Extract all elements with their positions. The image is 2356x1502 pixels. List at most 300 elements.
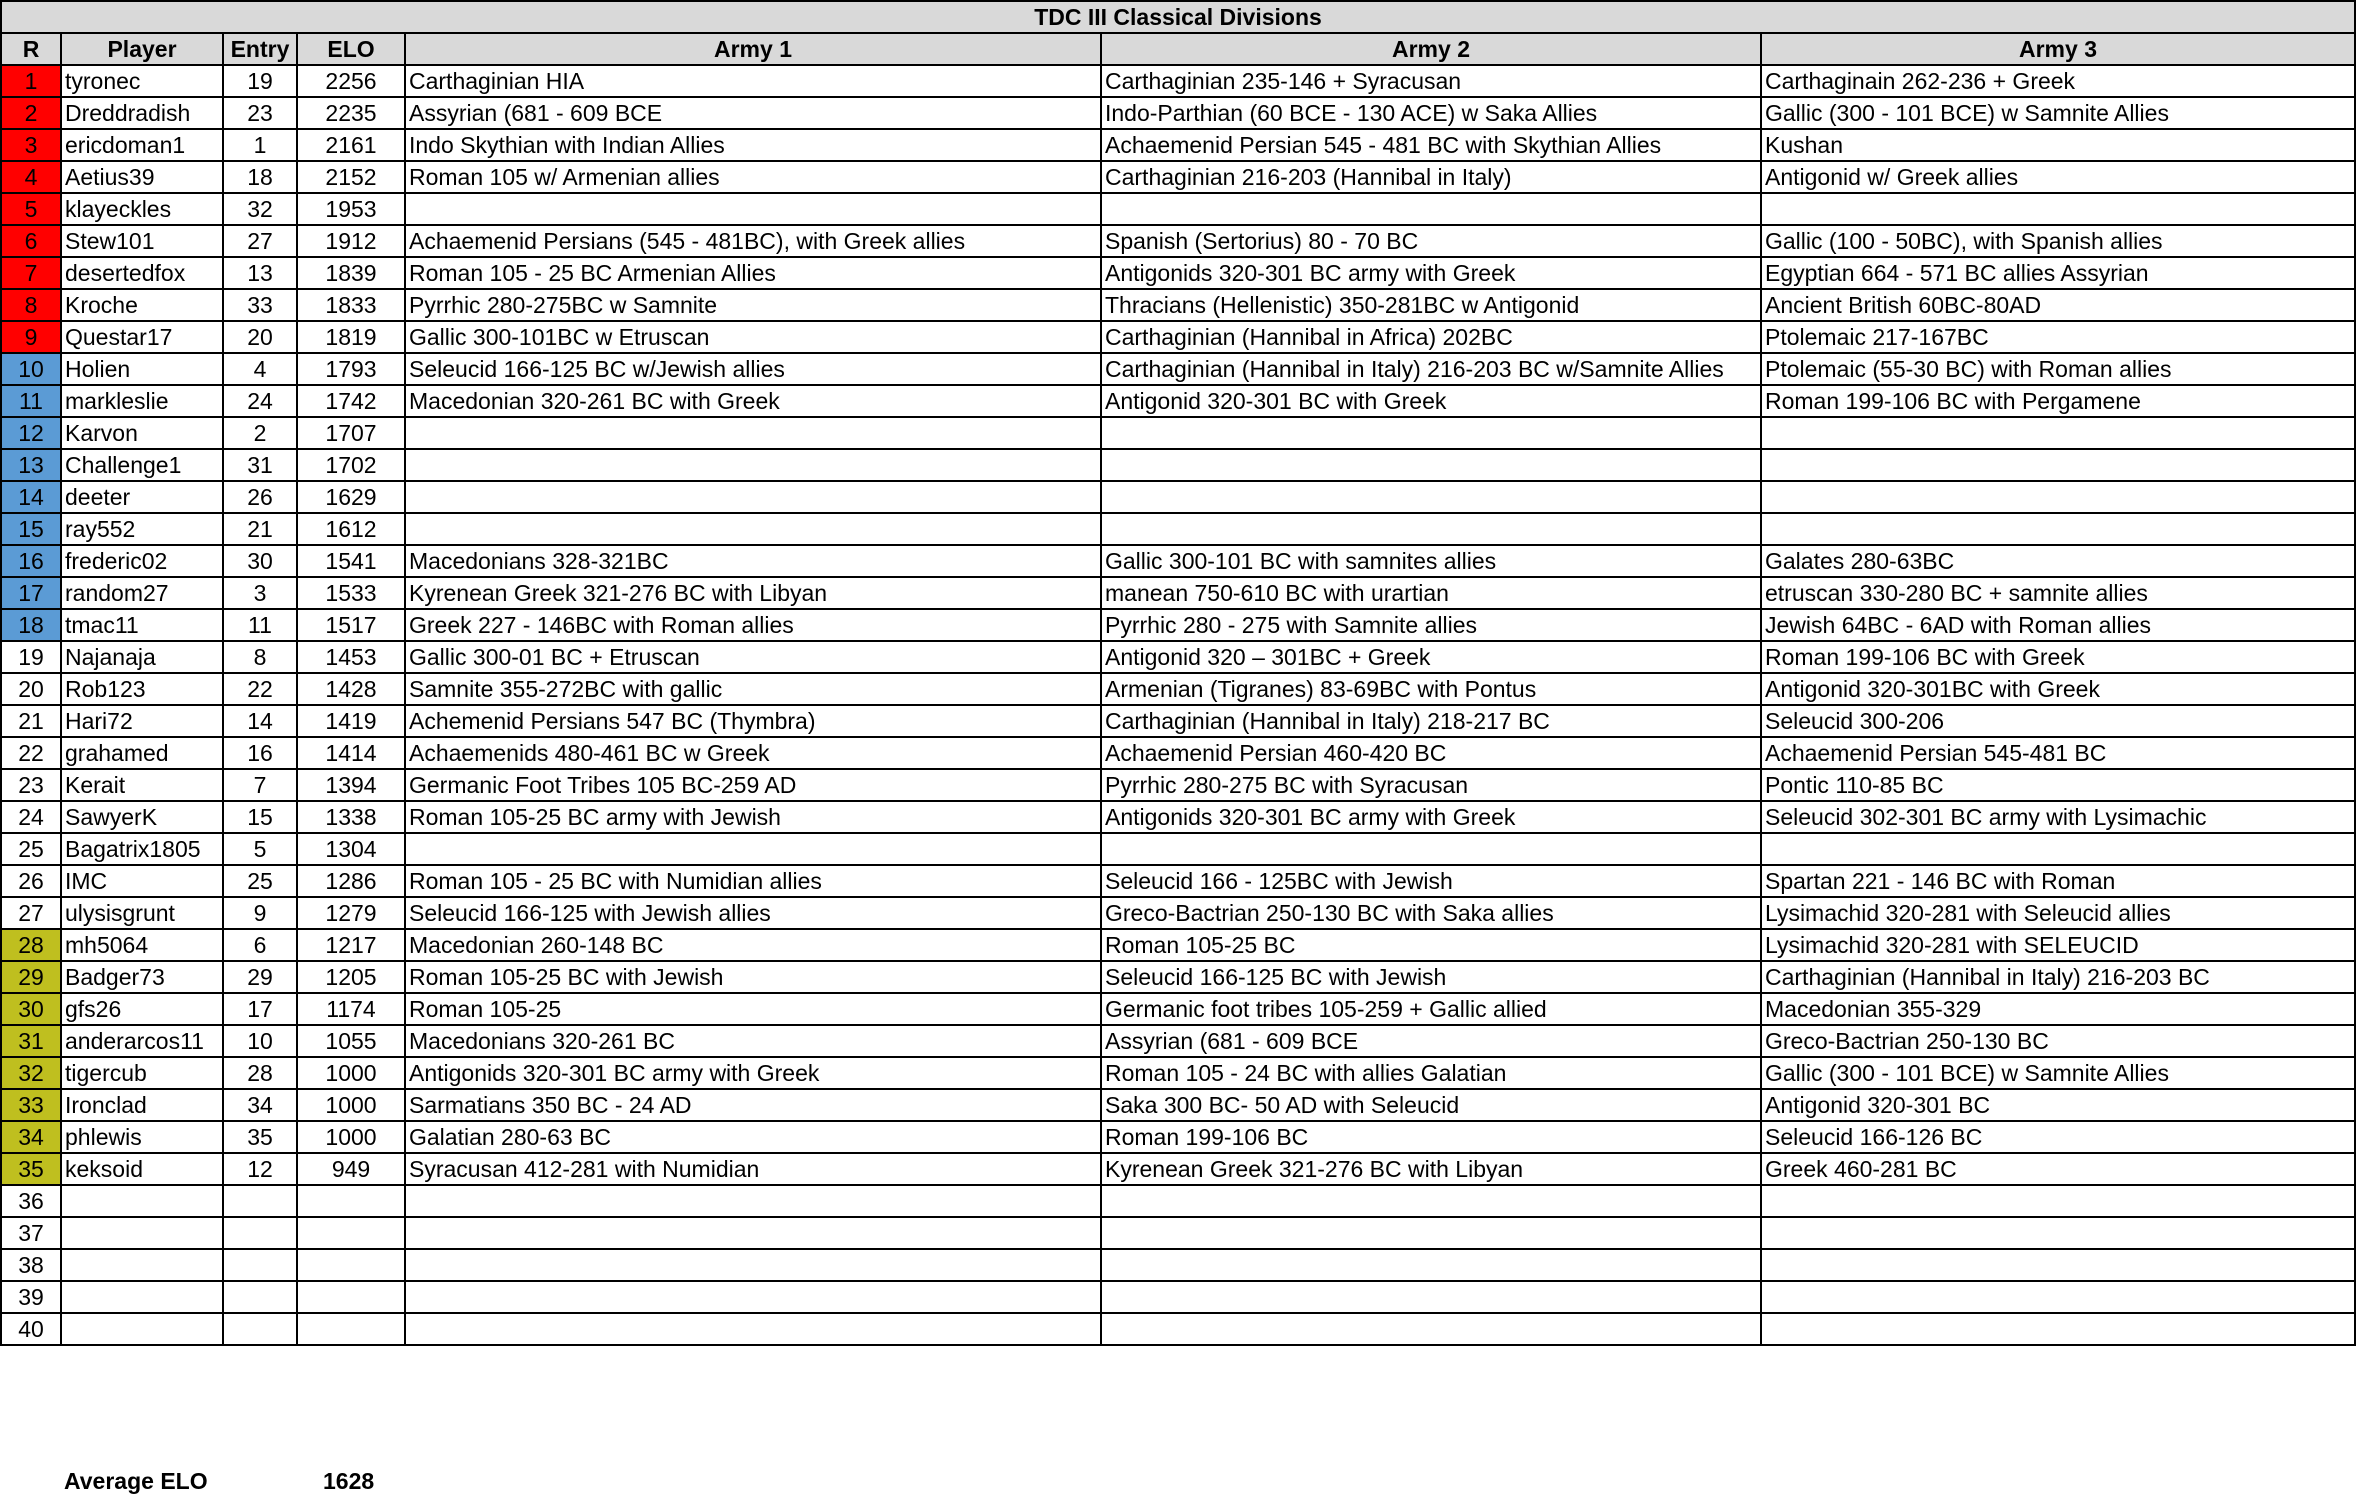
army-2-cell[interactable]: Germanic foot tribes 105-259 + Gallic allied	[1101, 993, 1761, 1025]
entry-cell[interactable]: 22	[223, 673, 297, 705]
player-cell[interactable]: klayeckles	[61, 193, 223, 225]
army-1-cell[interactable]: Antigonids 320-301 BC army with Greek	[405, 1057, 1101, 1089]
player-cell[interactable]: Challenge1	[61, 449, 223, 481]
rank-cell[interactable]: 16	[1, 545, 61, 577]
header-army-1[interactable]: Army 1	[405, 33, 1101, 65]
army-2-cell[interactable]	[1101, 513, 1761, 545]
header-rank[interactable]: R	[1, 33, 61, 65]
army-2-cell[interactable]: Roman 105 - 24 BC with allies Galatian	[1101, 1057, 1761, 1089]
player-cell[interactable]: Dreddradish	[61, 97, 223, 129]
elo-cell[interactable]: 949	[297, 1153, 405, 1185]
elo-cell[interactable]: 1174	[297, 993, 405, 1025]
rank-cell[interactable]: 19	[1, 641, 61, 673]
rank-cell[interactable]: 25	[1, 833, 61, 865]
army-1-cell[interactable]: Roman 105-25 BC with Jewish	[405, 961, 1101, 993]
army-2-cell[interactable]: Seleucid 166 - 125BC with Jewish	[1101, 865, 1761, 897]
entry-cell[interactable]: 18	[223, 161, 297, 193]
entry-cell[interactable]: 27	[223, 225, 297, 257]
army-3-cell[interactable]	[1761, 833, 2355, 865]
player-cell[interactable]: IMC	[61, 865, 223, 897]
rank-cell[interactable]: 8	[1, 289, 61, 321]
elo-cell[interactable]: 1428	[297, 673, 405, 705]
army-3-cell[interactable]: Gallic (100 - 50BC), with Spanish allies	[1761, 225, 2355, 257]
player-cell[interactable]: tyronec	[61, 65, 223, 97]
army-1-cell[interactable]: Macedonian 320-261 BC with Greek	[405, 385, 1101, 417]
army-2-cell[interactable]: Saka 300 BC- 50 AD with Seleucid	[1101, 1089, 1761, 1121]
player-cell[interactable]: Badger73	[61, 961, 223, 993]
player-cell[interactable]: mh5064	[61, 929, 223, 961]
elo-cell[interactable]: 1702	[297, 449, 405, 481]
army-1-cell[interactable]: Achaemenids 480-461 BC w Greek	[405, 737, 1101, 769]
army-2-cell[interactable]: Pyrrhic 280-275 BC with Syracusan	[1101, 769, 1761, 801]
table-row	[1, 1057, 2355, 1089]
army-2-cell[interactable]: Assyrian (681 - 609 BCE	[1101, 1025, 1761, 1057]
average-elo-label[interactable]: Average ELO	[64, 1468, 208, 1494]
army-2-cell[interactable]: Pyrrhic 280 - 275 with Samnite allies	[1101, 609, 1761, 641]
army-2-cell[interactable]: Thracians (Hellenistic) 350-281BC w Antigonid	[1101, 289, 1761, 321]
player-cell[interactable]: keksoid	[61, 1153, 223, 1185]
army-3-cell[interactable]	[1761, 1217, 2355, 1249]
player-cell[interactable]: frederic02	[61, 545, 223, 577]
army-2-cell[interactable]: Carthaginian 216-203 (Hannibal in Italy)	[1101, 161, 1761, 193]
army-2-cell[interactable]: Spanish (Sertorius) 80 - 70 BC	[1101, 225, 1761, 257]
player-cell[interactable]: Kroche	[61, 289, 223, 321]
army-2-cell[interactable]	[1101, 193, 1761, 225]
army-1-cell[interactable]: Macedonian 260-148 BC	[405, 929, 1101, 961]
entry-cell[interactable]: 32	[223, 193, 297, 225]
army-1-cell[interactable]	[405, 1313, 1101, 1345]
entry-cell[interactable]	[223, 1249, 297, 1281]
header-entry[interactable]: Entry	[223, 33, 297, 65]
army-2-cell[interactable]: Carthaginian 235-146 + Syracusan	[1101, 65, 1761, 97]
army-3-cell[interactable]: Spartan 221 - 146 BC with Roman	[1761, 865, 2355, 897]
army-1-cell[interactable]	[405, 417, 1101, 449]
entry-cell[interactable]: 11	[223, 609, 297, 641]
army-1-cell[interactable]: Seleucid 166-125 BC w/Jewish allies	[405, 353, 1101, 385]
army-1-cell[interactable]	[405, 449, 1101, 481]
rank-cell[interactable]: 38	[1, 1249, 61, 1281]
player-cell[interactable]: Aetius39	[61, 161, 223, 193]
player-cell[interactable]: tigercub	[61, 1057, 223, 1089]
entry-cell[interactable]: 1	[223, 129, 297, 161]
army-3-cell[interactable]: Lysimachid 320-281 with SELEUCID	[1761, 929, 2355, 961]
player-cell[interactable]: ulysisgrunt	[61, 897, 223, 929]
entry-cell[interactable]: 8	[223, 641, 297, 673]
player-cell[interactable]	[61, 1217, 223, 1249]
army-3-cell[interactable]: Seleucid 300-206	[1761, 705, 2355, 737]
player-cell[interactable]: tmac11	[61, 609, 223, 641]
rank-cell[interactable]: 4	[1, 161, 61, 193]
army-3-cell[interactable]: Roman 199-106 BC with Greek	[1761, 641, 2355, 673]
army-3-cell[interactable]	[1761, 1185, 2355, 1217]
entry-cell[interactable]: 34	[223, 1089, 297, 1121]
army-2-cell[interactable]	[1101, 1281, 1761, 1313]
rank-cell[interactable]: 24	[1, 801, 61, 833]
rank-cell[interactable]: 33	[1, 1089, 61, 1121]
army-3-cell[interactable]	[1761, 193, 2355, 225]
army-3-cell[interactable]: Macedonian 355-329	[1761, 993, 2355, 1025]
player-cell[interactable]: deeter	[61, 481, 223, 513]
rank-cell[interactable]: 27	[1, 897, 61, 929]
rank-cell[interactable]: 13	[1, 449, 61, 481]
elo-cell[interactable]: 1279	[297, 897, 405, 929]
army-3-cell[interactable]	[1761, 449, 2355, 481]
army-2-cell[interactable]: Antigonid 320-301 BC with Greek	[1101, 385, 1761, 417]
army-2-cell[interactable]: Carthaginian (Hannibal in Italy) 218-217 BC	[1101, 705, 1761, 737]
army-1-cell[interactable]: Macedonians 328-321BC	[405, 545, 1101, 577]
army-3-cell[interactable]: Galates 280-63BC	[1761, 545, 2355, 577]
elo-cell[interactable]: 1414	[297, 737, 405, 769]
rank-cell[interactable]: 26	[1, 865, 61, 897]
rank-cell[interactable]: 7	[1, 257, 61, 289]
army-2-cell[interactable]: Kyrenean Greek 321-276 BC with Libyan	[1101, 1153, 1761, 1185]
player-cell[interactable]	[61, 1281, 223, 1313]
entry-cell[interactable]: 29	[223, 961, 297, 993]
player-cell[interactable]: Kerait	[61, 769, 223, 801]
rank-cell[interactable]: 17	[1, 577, 61, 609]
elo-cell[interactable]: 1541	[297, 545, 405, 577]
rank-cell[interactable]: 20	[1, 673, 61, 705]
rank-cell[interactable]: 30	[1, 993, 61, 1025]
army-3-cell[interactable]: Antigonid 320-301BC with Greek	[1761, 673, 2355, 705]
army-2-cell[interactable]: Seleucid 166-125 BC with Jewish	[1101, 961, 1761, 993]
elo-cell[interactable]: 1338	[297, 801, 405, 833]
army-1-cell[interactable]	[405, 1217, 1101, 1249]
army-3-cell[interactable]	[1761, 1249, 2355, 1281]
rank-cell[interactable]: 22	[1, 737, 61, 769]
army-3-cell[interactable]: Seleucid 166-126 BC	[1761, 1121, 2355, 1153]
army-2-cell[interactable]: Gallic 300-101 BC with samnites allies	[1101, 545, 1761, 577]
table-row	[1, 833, 2355, 865]
entry-cell[interactable]: 7	[223, 769, 297, 801]
army-2-cell[interactable]: Roman 105-25 BC	[1101, 929, 1761, 961]
army-1-cell[interactable]: Sarmatians 350 BC - 24 AD	[405, 1089, 1101, 1121]
army-1-cell[interactable]: Syracusan 412-281 with Numidian	[405, 1153, 1101, 1185]
army-3-cell[interactable]: Jewish 64BC - 6AD with Roman allies	[1761, 609, 2355, 641]
army-1-cell[interactable]: Roman 105 - 25 BC with Numidian allies	[405, 865, 1101, 897]
army-3-cell[interactable]: Carthaginian (Hannibal in Italy) 216-203 BC	[1761, 961, 2355, 993]
elo-cell[interactable]: 1912	[297, 225, 405, 257]
player-cell[interactable]: random27	[61, 577, 223, 609]
army-1-cell[interactable]: Achemenid Persians 547 BC (Thymbra)	[405, 705, 1101, 737]
army-2-cell[interactable]: Achaemenid Persian 460-420 BC	[1101, 737, 1761, 769]
player-cell[interactable]: ray552	[61, 513, 223, 545]
player-cell[interactable]: markleslie	[61, 385, 223, 417]
army-3-cell[interactable]: Greek 460-281 BC	[1761, 1153, 2355, 1185]
army-2-cell[interactable]	[1101, 1217, 1761, 1249]
rank-cell[interactable]: 34	[1, 1121, 61, 1153]
elo-cell[interactable]: 1000	[297, 1089, 405, 1121]
army-3-cell[interactable]	[1761, 1281, 2355, 1313]
army-1-cell[interactable]: Gallic 300-01 BC + Etruscan	[405, 641, 1101, 673]
entry-cell[interactable]: 6	[223, 929, 297, 961]
rank-cell[interactable]: 2	[1, 97, 61, 129]
player-cell[interactable]: SawyerK	[61, 801, 223, 833]
elo-cell[interactable]: 1742	[297, 385, 405, 417]
army-1-cell[interactable]: Pyrrhic 280-275BC w Samnite	[405, 289, 1101, 321]
army-1-cell[interactable]: Macedonians 320-261 BC	[405, 1025, 1101, 1057]
army-2-cell[interactable]: Antigonid 320 – 301BC + Greek	[1101, 641, 1761, 673]
table-row	[1, 257, 2355, 289]
player-cell[interactable]: Holien	[61, 353, 223, 385]
player-cell[interactable]: Stew101	[61, 225, 223, 257]
table-row	[1, 385, 2355, 417]
player-cell[interactable]: Bagatrix1805	[61, 833, 223, 865]
army-2-cell[interactable]: Antigonids 320-301 BC army with Greek	[1101, 257, 1761, 289]
elo-cell[interactable]: 2235	[297, 97, 405, 129]
elo-cell[interactable]	[297, 1249, 405, 1281]
entry-cell[interactable]: 30	[223, 545, 297, 577]
army-2-cell[interactable]	[1101, 1185, 1761, 1217]
rank-cell[interactable]: 12	[1, 417, 61, 449]
entry-cell[interactable]: 25	[223, 865, 297, 897]
table-row	[1, 481, 2355, 513]
army-3-cell[interactable]	[1761, 513, 2355, 545]
rank-cell[interactable]: 5	[1, 193, 61, 225]
army-2-cell[interactable]	[1101, 481, 1761, 513]
header-player[interactable]: Player	[61, 33, 223, 65]
elo-cell[interactable]: 1055	[297, 1025, 405, 1057]
elo-cell[interactable]: 1419	[297, 705, 405, 737]
player-cell[interactable]: phlewis	[61, 1121, 223, 1153]
elo-cell[interactable]: 1533	[297, 577, 405, 609]
army-1-cell[interactable]	[405, 1281, 1101, 1313]
army-2-cell[interactable]	[1101, 1313, 1761, 1345]
player-cell[interactable]: Rob123	[61, 673, 223, 705]
player-cell[interactable]	[61, 1313, 223, 1345]
army-3-cell[interactable]: Lysimachid 320-281 with Seleucid allies	[1761, 897, 2355, 929]
elo-cell[interactable]: 1453	[297, 641, 405, 673]
entry-cell[interactable]: 33	[223, 289, 297, 321]
army-3-cell[interactable]	[1761, 481, 2355, 513]
army-2-cell[interactable]	[1101, 449, 1761, 481]
elo-cell[interactable]: 1707	[297, 417, 405, 449]
elo-cell[interactable]: 1304	[297, 833, 405, 865]
player-cell[interactable]: desertedfox	[61, 257, 223, 289]
army-2-cell[interactable]	[1101, 1249, 1761, 1281]
elo-cell[interactable]: 1286	[297, 865, 405, 897]
army-1-cell[interactable]: Samnite 355-272BC with gallic	[405, 673, 1101, 705]
player-cell[interactable]	[61, 1185, 223, 1217]
elo-cell[interactable]: 1819	[297, 321, 405, 353]
army-1-cell[interactable]: Gallic 300-101BC w Etruscan	[405, 321, 1101, 353]
header-elo[interactable]: ELO	[297, 33, 405, 65]
rank-cell[interactable]: 40	[1, 1313, 61, 1345]
army-1-cell[interactable]	[405, 481, 1101, 513]
army-2-cell[interactable]: Carthaginian (Hannibal in Africa) 202BC	[1101, 321, 1761, 353]
elo-cell[interactable]: 2161	[297, 129, 405, 161]
entry-cell[interactable]: 28	[223, 1057, 297, 1089]
rank-cell[interactable]: 29	[1, 961, 61, 993]
entry-cell[interactable]: 20	[223, 321, 297, 353]
army-3-cell[interactable]: Carthaginain 262-236 + Greek	[1761, 65, 2355, 97]
player-cell[interactable]: Hari72	[61, 705, 223, 737]
rank-cell[interactable]: 39	[1, 1281, 61, 1313]
table-row	[1, 961, 2355, 993]
player-cell[interactable]: Karvon	[61, 417, 223, 449]
elo-cell[interactable]: 1517	[297, 609, 405, 641]
entry-cell[interactable]: 21	[223, 513, 297, 545]
army-2-cell[interactable]: Antigonids 320-301 BC army with Greek	[1101, 801, 1761, 833]
entry-cell[interactable]: 23	[223, 97, 297, 129]
army-3-cell[interactable]: Gallic (300 - 101 BCE) w Samnite Allies	[1761, 1057, 2355, 1089]
entry-cell[interactable]: 10	[223, 1025, 297, 1057]
army-2-cell[interactable]: Armenian (Tigranes) 83-69BC with Pontus	[1101, 673, 1761, 705]
army-3-cell[interactable]: Greco-Bactrian 250-130 BC	[1761, 1025, 2355, 1057]
army-3-cell[interactable]: Roman 199-106 BC with Pergamene	[1761, 385, 2355, 417]
rank-cell[interactable]: 6	[1, 225, 61, 257]
entry-cell[interactable]: 3	[223, 577, 297, 609]
entry-cell[interactable]: 9	[223, 897, 297, 929]
entry-cell[interactable]	[223, 1185, 297, 1217]
elo-cell[interactable]	[297, 1313, 405, 1345]
entry-cell[interactable]: 5	[223, 833, 297, 865]
entry-cell[interactable]: 12	[223, 1153, 297, 1185]
army-1-cell[interactable]: Kyrenean Greek 321-276 BC with Libyan	[405, 577, 1101, 609]
elo-cell[interactable]: 1000	[297, 1057, 405, 1089]
elo-cell[interactable]: 2256	[297, 65, 405, 97]
army-1-cell[interactable]: Seleucid 166-125 with Jewish allies	[405, 897, 1101, 929]
elo-cell[interactable]: 1839	[297, 257, 405, 289]
rank-cell[interactable]: 3	[1, 129, 61, 161]
player-cell[interactable]: anderarcos11	[61, 1025, 223, 1057]
player-cell[interactable]	[61, 1249, 223, 1281]
army-1-cell[interactable]: Achaemenid Persians (545 - 481BC), with Greek allies	[405, 225, 1101, 257]
player-cell[interactable]: Ironclad	[61, 1089, 223, 1121]
army-1-cell[interactable]	[405, 513, 1101, 545]
average-elo-value[interactable]: 1628	[323, 1468, 375, 1494]
rank-cell[interactable]: 23	[1, 769, 61, 801]
army-1-cell[interactable]: Roman 105 w/ Armenian allies	[405, 161, 1101, 193]
elo-cell[interactable]	[297, 1185, 405, 1217]
army-1-cell[interactable]: Roman 105-25 BC army with Jewish	[405, 801, 1101, 833]
elo-cell[interactable]: 1000	[297, 1121, 405, 1153]
army-2-cell[interactable]: Roman 199-106 BC	[1101, 1121, 1761, 1153]
rank-cell[interactable]: 21	[1, 705, 61, 737]
army-1-cell[interactable]: Roman 105 - 25 BC Armenian Allies	[405, 257, 1101, 289]
army-3-cell[interactable]: Ptolemaic (55-30 BC) with Roman allies	[1761, 353, 2355, 385]
army-1-cell[interactable]	[405, 833, 1101, 865]
entry-cell[interactable]	[223, 1281, 297, 1313]
army-2-cell[interactable]	[1101, 417, 1761, 449]
entry-cell[interactable]: 14	[223, 705, 297, 737]
elo-cell[interactable]: 1793	[297, 353, 405, 385]
entry-cell[interactable]: 24	[223, 385, 297, 417]
table-row	[1, 1217, 2355, 1249]
army-2-cell[interactable]: Achaemenid Persian 545 - 481 BC with Skythian Allies	[1101, 129, 1761, 161]
elo-cell[interactable]	[297, 1217, 405, 1249]
rank-cell[interactable]: 36	[1, 1185, 61, 1217]
table-body	[1, 65, 2355, 1345]
header-army-2[interactable]: Army 2	[1101, 33, 1761, 65]
elo-cell[interactable]: 1205	[297, 961, 405, 993]
elo-cell[interactable]: 1953	[297, 193, 405, 225]
rank-cell[interactable]: 37	[1, 1217, 61, 1249]
army-2-cell[interactable]	[1101, 833, 1761, 865]
player-cell[interactable]: Najanaja	[61, 641, 223, 673]
entry-cell[interactable]: 13	[223, 257, 297, 289]
army-3-cell[interactable]: Antigonid 320-301 BC	[1761, 1089, 2355, 1121]
rank-cell[interactable]: 35	[1, 1153, 61, 1185]
header-army-3[interactable]: Army 3	[1761, 33, 2355, 65]
rank-cell[interactable]: 1	[1, 65, 61, 97]
entry-cell[interactable]: 31	[223, 449, 297, 481]
army-2-cell[interactable]: Greco-Bactrian 250-130 BC with Saka allies	[1101, 897, 1761, 929]
elo-cell[interactable]: 2152	[297, 161, 405, 193]
rank-cell[interactable]: 28	[1, 929, 61, 961]
rank-cell[interactable]: 14	[1, 481, 61, 513]
sheet-title[interactable]: TDC III Classical Divisions	[1, 1, 2355, 33]
army-1-cell[interactable]	[405, 1249, 1101, 1281]
elo-cell[interactable]: 1217	[297, 929, 405, 961]
army-1-cell[interactable]: Indo Skythian with Indian Allies	[405, 129, 1101, 161]
entry-cell[interactable]: 19	[223, 65, 297, 97]
army-2-cell[interactable]: manean 750-610 BC with urartian	[1101, 577, 1761, 609]
army-3-cell[interactable]: Pontic 110-85 BC	[1761, 769, 2355, 801]
army-3-cell[interactable]: Egyptian 664 - 571 BC allies Assyrian	[1761, 257, 2355, 289]
army-3-cell[interactable]: Gallic (300 - 101 BCE) w Samnite Allies	[1761, 97, 2355, 129]
elo-cell[interactable]: 1394	[297, 769, 405, 801]
army-1-cell[interactable]: Galatian 280-63 BC	[405, 1121, 1101, 1153]
army-3-cell[interactable]	[1761, 1313, 2355, 1345]
rank-cell[interactable]: 11	[1, 385, 61, 417]
rank-cell[interactable]: 32	[1, 1057, 61, 1089]
entry-cell[interactable]: 26	[223, 481, 297, 513]
rank-cell[interactable]: 18	[1, 609, 61, 641]
army-3-cell[interactable]: etruscan 330-280 BC + samnite allies	[1761, 577, 2355, 609]
elo-cell[interactable]: 1612	[297, 513, 405, 545]
entry-cell[interactable]: 2	[223, 417, 297, 449]
army-3-cell[interactable]: Seleucid 302-301 BC army with Lysimachic	[1761, 801, 2355, 833]
elo-cell[interactable]: 1629	[297, 481, 405, 513]
army-3-cell[interactable]	[1761, 417, 2355, 449]
army-3-cell[interactable]: Ancient British 60BC-80AD	[1761, 289, 2355, 321]
entry-cell[interactable]: 15	[223, 801, 297, 833]
entry-cell[interactable]: 35	[223, 1121, 297, 1153]
elo-cell[interactable]: 1833	[297, 289, 405, 321]
rank-cell[interactable]: 31	[1, 1025, 61, 1057]
army-2-cell[interactable]: Carthaginian (Hannibal in Italy) 216-203 BC w/Samnite Allies	[1101, 353, 1761, 385]
player-cell[interactable]: Questar17	[61, 321, 223, 353]
rank-cell[interactable]: 15	[1, 513, 61, 545]
elo-cell[interactable]	[297, 1281, 405, 1313]
entry-cell[interactable]	[223, 1313, 297, 1345]
entry-cell[interactable]: 17	[223, 993, 297, 1025]
player-cell[interactable]: gfs26	[61, 993, 223, 1025]
army-3-cell[interactable]: Ptolemaic 217-167BC	[1761, 321, 2355, 353]
army-3-cell[interactable]: Kushan	[1761, 129, 2355, 161]
army-1-cell[interactable]	[405, 193, 1101, 225]
table-row	[1, 353, 2355, 385]
player-cell[interactable]: grahamed	[61, 737, 223, 769]
entry-cell[interactable]: 16	[223, 737, 297, 769]
army-1-cell[interactable]	[405, 1185, 1101, 1217]
entry-cell[interactable]: 4	[223, 353, 297, 385]
table-row	[1, 161, 2355, 193]
army-3-cell[interactable]: Achaemenid Persian 545-481 BC	[1761, 737, 2355, 769]
player-cell[interactable]: ericdoman1	[61, 129, 223, 161]
army-1-cell[interactable]: Carthaginian HIA	[405, 65, 1101, 97]
army-1-cell[interactable]: Greek 227 - 146BC with Roman allies	[405, 609, 1101, 641]
army-1-cell[interactable]: Germanic Foot Tribes 105 BC-259 AD	[405, 769, 1101, 801]
army-2-cell[interactable]: Indo-Parthian (60 BCE - 130 ACE) w Saka Allies	[1101, 97, 1761, 129]
army-3-cell[interactable]: Antigonid w/ Greek allies	[1761, 161, 2355, 193]
entry-cell[interactable]	[223, 1217, 297, 1249]
rank-cell[interactable]: 9	[1, 321, 61, 353]
army-1-cell[interactable]: Assyrian (681 - 609 BCE	[405, 97, 1101, 129]
rank-cell[interactable]: 10	[1, 353, 61, 385]
army-1-cell[interactable]: Roman 105-25	[405, 993, 1101, 1025]
